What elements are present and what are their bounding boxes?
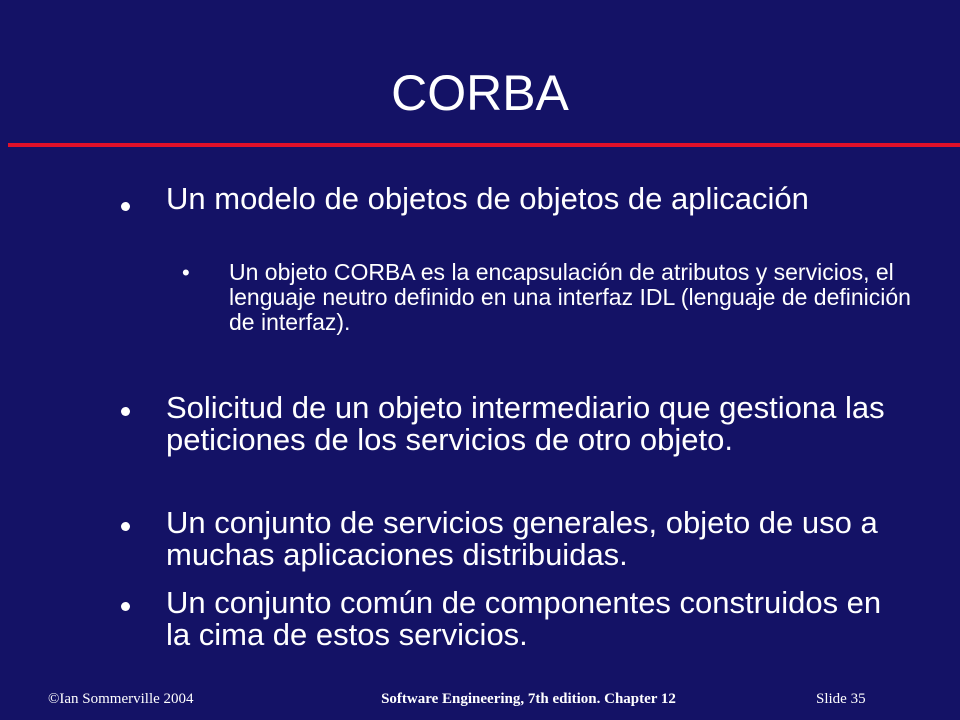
bullet-marker (121, 407, 130, 416)
footer-copyright: ©Ian Sommerville 2004 (48, 691, 194, 707)
bullet-marker (121, 602, 130, 611)
bullet-marker (121, 202, 130, 211)
sub-bullet-text: Un objeto CORBA es la encapsulación de atributos y servicios, el lenguaje neutro definido en una interfaz IDL (lenguaje de definición de interfaz). (229, 259, 911, 335)
bullet-text: Un conjunto común de componentes construidos en la cima de estos servicios. (166, 585, 882, 652)
bullet-text: Un modelo de objetos de objetos de aplicación (166, 181, 809, 216)
footer-book-title: Software Engineering, 7th edition. Chapter 12 (381, 691, 676, 707)
bullet-marker (121, 522, 130, 531)
slide-title: CORBA (391, 65, 569, 121)
footer-slide-number: Slide 35 (816, 691, 866, 707)
title-divider (8, 143, 960, 147)
bullet-text: Solicitud de un objeto intermediario que gestiona las peticiones de los servicios de otro objeto. (166, 390, 885, 457)
bullet-text: Un conjunto de servicios generales, objeto de uso a muchas aplicaciones distribuidas. (166, 505, 878, 572)
sub-bullet-marker: • (182, 260, 190, 285)
